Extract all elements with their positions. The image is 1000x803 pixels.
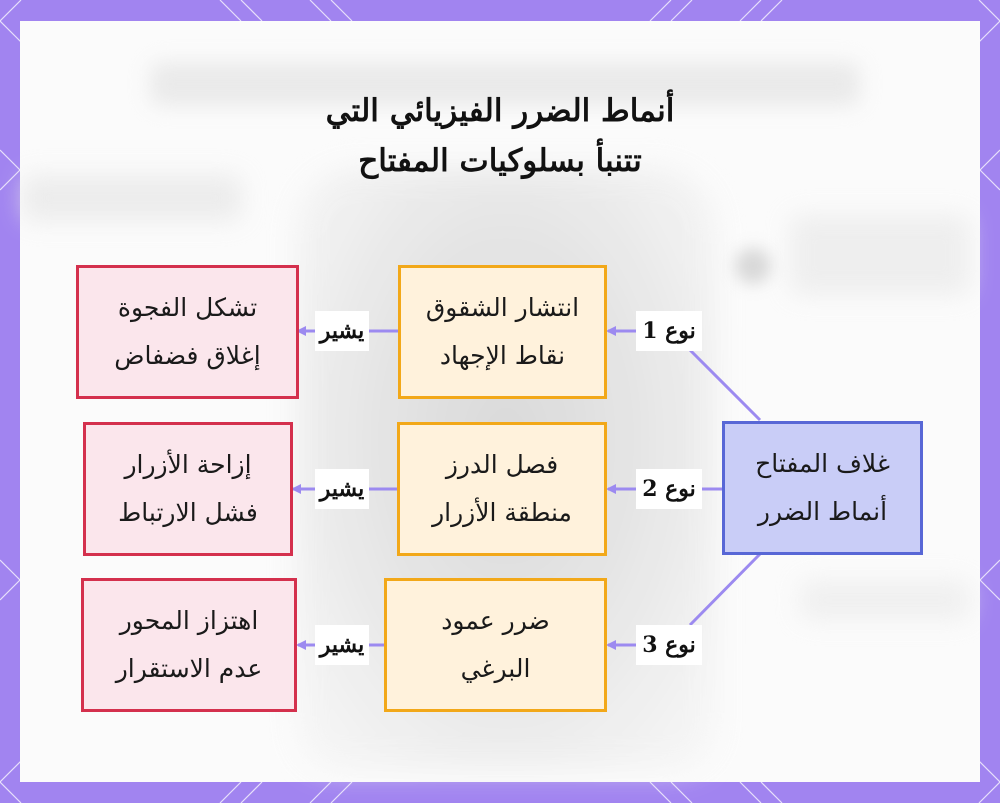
title-line-1: أنماط الضرر الفيزيائي التي (325, 93, 675, 129)
central-node-line-1: غلاف المفتاح (755, 449, 890, 478)
arrow-label-2: يشير (315, 469, 369, 509)
diagram-title (200, 86, 800, 186)
type-label-1: نوع 1 (636, 311, 702, 351)
damage-node-2 (397, 422, 607, 556)
type-label-2: نوع 2 (636, 469, 702, 509)
damage-node-3 (384, 578, 607, 712)
behavior-node-2 (83, 422, 293, 556)
damage-node-3-line-1: ضرر عمود (441, 606, 550, 635)
damage-node-2-line-2: منطقة الأزرار (432, 498, 572, 527)
arrow-label-1: يشير (315, 311, 369, 351)
damage-node-1-line-2: نقاط الإجهاد (439, 341, 566, 370)
damage-node-3-line-2: البرغي (460, 654, 531, 683)
title-line-2: تتنبأ بسلوكيات المفتاح (358, 143, 642, 179)
damage-node-1-line-1: انتشار الشقوق (425, 293, 580, 322)
behavior-node-2-line-1: إزاحة الأزرار (124, 450, 252, 479)
central-node-line-2: أنماط الضرر (757, 497, 888, 526)
behavior-node-3-line-1: اهتزاز المحور (119, 606, 259, 635)
behavior-node-2-line-2: فشل الارتباط (118, 498, 258, 527)
damage-node-2-line-1: فصل الدرز (445, 450, 559, 479)
damage-node-1 (398, 265, 607, 399)
connector-central-to-type-3 (690, 554, 760, 625)
behavior-node-3 (81, 578, 297, 712)
behavior-node-3-line-2: عدم الاستقرار (115, 654, 263, 683)
connector-central-to-type-1 (690, 350, 760, 420)
arrow-label-3: يشير (315, 625, 369, 665)
central-node (722, 421, 923, 555)
behavior-node-1-line-1: تشكل الفجوة (117, 293, 258, 322)
type-label-3: نوع 3 (636, 625, 702, 665)
behavior-node-1 (76, 265, 299, 399)
behavior-node-1-line-2: إغلاق فضفاض (114, 341, 261, 370)
